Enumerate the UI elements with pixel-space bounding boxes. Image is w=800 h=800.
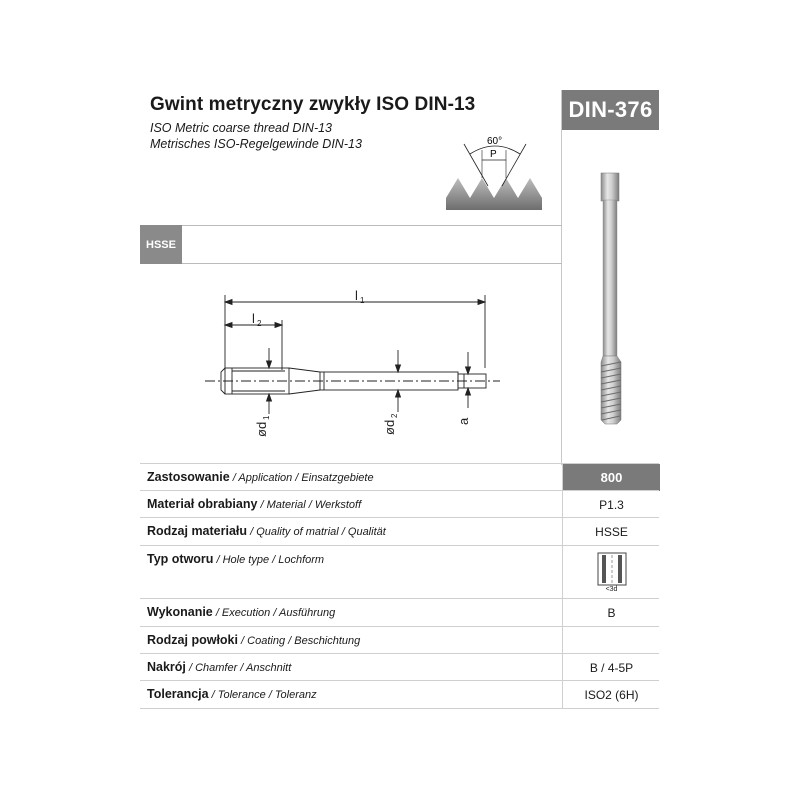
standard-badge: DIN-376 — [562, 90, 659, 130]
pitch-label: P — [490, 149, 497, 160]
spec-label-main: Tolerancja — [147, 687, 209, 701]
d2-label: ød — [382, 419, 397, 435]
subtitle-german: Metrisches ISO-Regelgewinde DIN-13 — [150, 137, 362, 151]
spec-label — [147, 497, 361, 511]
spec-label-translation: / Chamfer / Anschnitt — [185, 662, 292, 674]
spec-row — [140, 463, 659, 491]
tap-dimension-drawing — [200, 280, 510, 450]
spec-label — [147, 687, 317, 701]
spec-row — [140, 598, 659, 627]
tap-product-image — [590, 170, 634, 426]
spec-value: 800 — [562, 464, 660, 491]
l1-label: l — [355, 288, 358, 303]
material-badge: HSSE — [140, 225, 182, 264]
spec-label — [147, 552, 324, 566]
spec-row — [140, 680, 659, 709]
spec-value: ISO2 (6H) — [562, 681, 660, 708]
spec-label-translation: / Application / Einsatzgebiete — [229, 472, 374, 484]
spec-value: B / 4-5P — [562, 654, 660, 681]
spec-label-translation: / Tolerance / Toleranz — [208, 689, 317, 701]
d1-subscript: 1 — [262, 415, 271, 420]
spec-row — [140, 626, 659, 654]
spec-row — [140, 545, 659, 599]
spec-value: P1.3 — [562, 491, 660, 518]
divider — [140, 225, 562, 226]
divider — [140, 263, 562, 264]
spec-value: HSSE — [562, 518, 660, 546]
a-label: a — [456, 417, 471, 425]
spec-label — [147, 605, 335, 619]
d1-label: ød — [254, 421, 269, 437]
page-title: Gwint metryczny zwykły ISO DIN-13 — [150, 94, 476, 115]
spec-label — [147, 524, 386, 538]
d2-subscript: 2 — [390, 413, 399, 418]
l2-subscript: 2 — [257, 319, 262, 328]
spec-label-main: Materiał obrabiany — [147, 497, 258, 511]
spec-label-translation: / Material / Werkstoff — [257, 499, 362, 511]
spec-row — [140, 517, 659, 546]
spec-row — [140, 490, 659, 518]
l1-subscript: 1 — [360, 296, 365, 305]
angle-label: 60° — [487, 136, 503, 147]
spec-label-main: Zastosowanie — [147, 470, 230, 484]
spec-row — [140, 653, 659, 681]
thread-profile-diagram — [440, 128, 550, 214]
spec-label-translation: / Quality of matrial / Qualität — [247, 526, 386, 538]
spec-label — [147, 660, 291, 674]
column-divider — [561, 90, 562, 465]
spec-label-translation: / Coating / Beschichtung — [237, 635, 361, 647]
spec-label-translation: / Execution / Ausführung — [212, 607, 336, 619]
spec-label — [147, 470, 374, 484]
spec-label-main: Rodzaj powłoki — [147, 633, 238, 647]
hole-type-icon — [597, 552, 627, 586]
subtitle-english: ISO Metric coarse thread DIN-13 — [150, 121, 333, 135]
spec-label-main: Wykonanie — [147, 605, 213, 619]
spec-value: B — [562, 599, 660, 627]
thread-teeth — [446, 178, 542, 210]
spec-value — [562, 627, 660, 654]
spec-label-main: Rodzaj materiału — [147, 524, 248, 538]
spec-label — [147, 633, 360, 647]
spec-label-main: Typ otworu — [147, 552, 214, 566]
hole-type-caption: <3d — [605, 586, 618, 593]
spec-label-translation: / Hole type / Lochform — [213, 554, 325, 566]
spec-value — [562, 546, 660, 599]
spec-label-main: Nakrój — [147, 660, 186, 674]
l2-label: l — [252, 311, 255, 326]
